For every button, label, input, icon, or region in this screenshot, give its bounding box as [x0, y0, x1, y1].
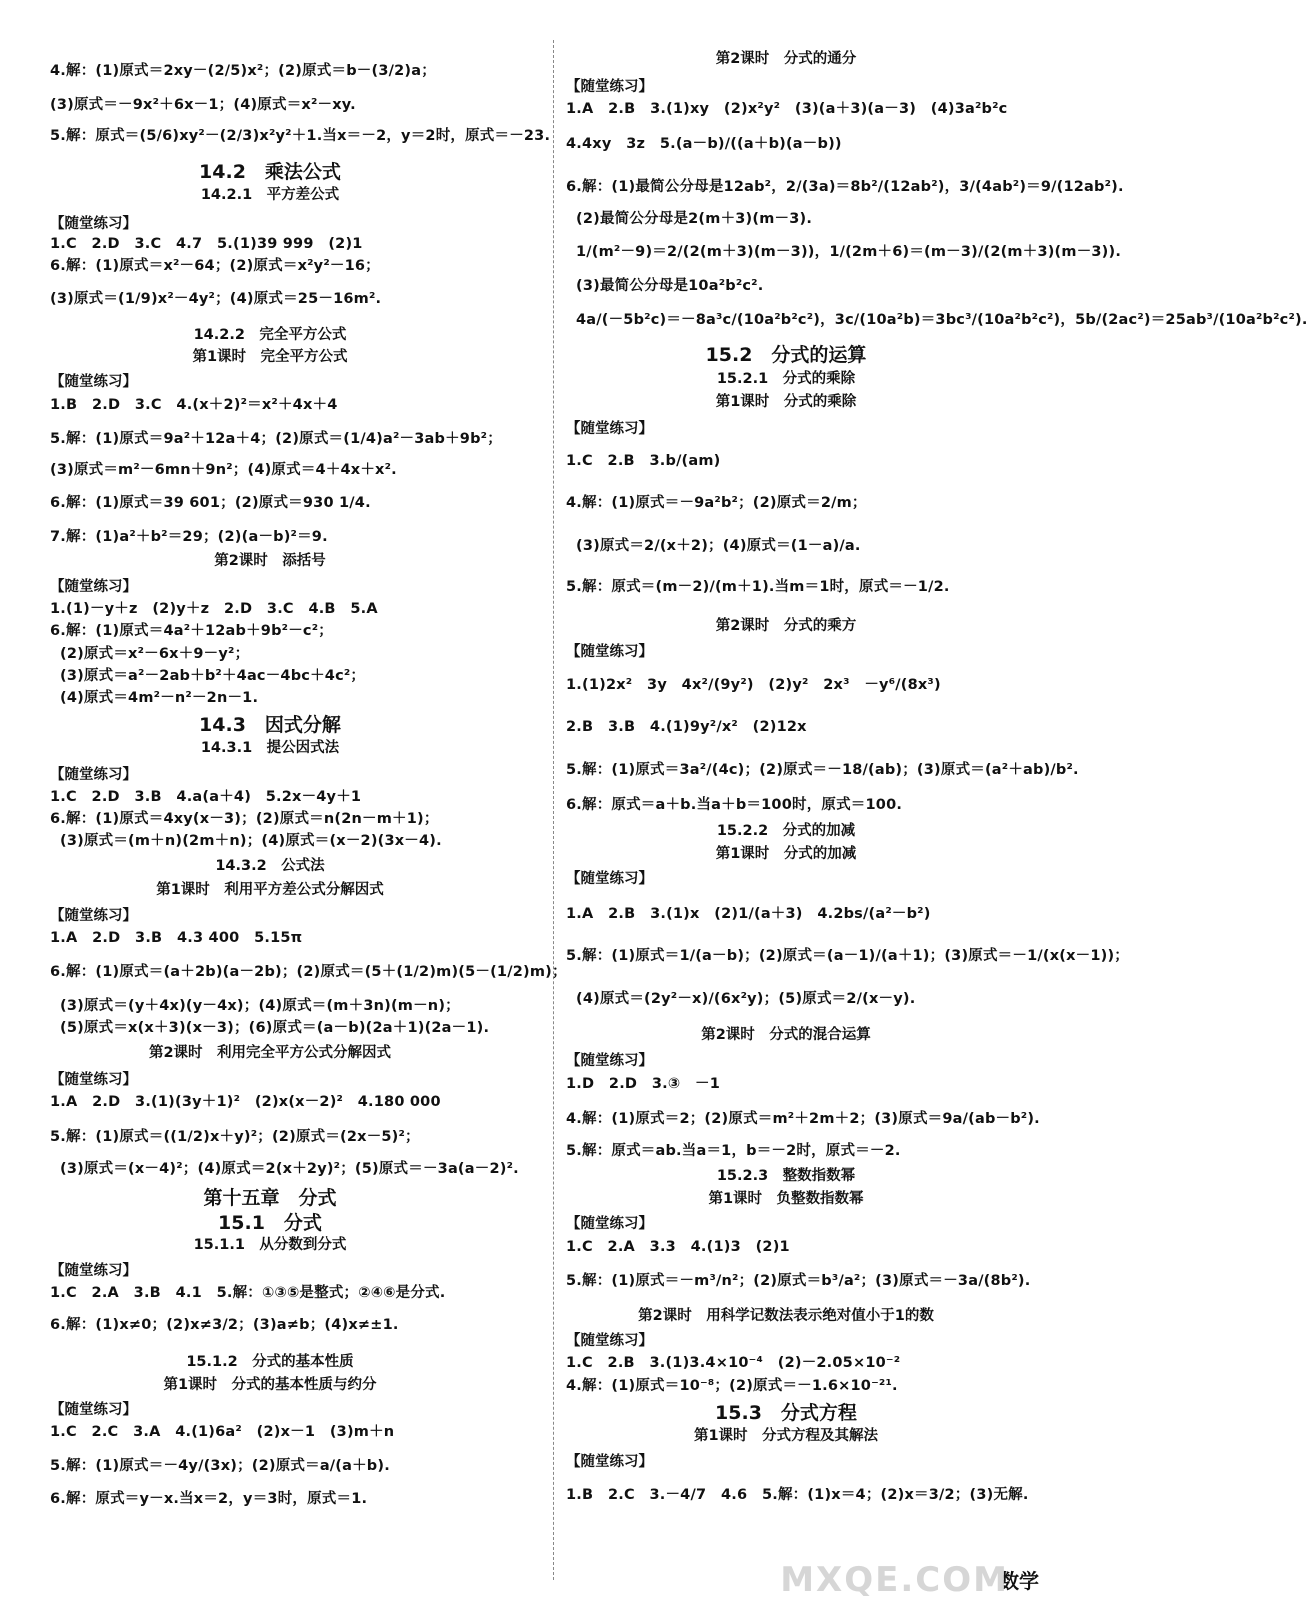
column-divider	[553, 40, 554, 1580]
answer-line: 6.解：原式＝a＋b.当a＋b＝100时，原式＝100.	[566, 797, 903, 813]
answer-line: 1.C 2.D 3.B 4.a(a＋4) 5.2x－4y＋1	[50, 789, 362, 805]
watermark: MXQE.COM	[780, 1560, 1009, 1600]
lesson-heading: 第2课时 分式的混合运算	[701, 1027, 871, 1043]
answer-line: 5.解：(1)原式＝1/(a－b)；(2)原式＝(a－1)/(a＋1)；(3)原式＝－1/(x(x－1))；	[566, 948, 1129, 964]
practice-label: 【随堂练习】	[50, 579, 137, 595]
answer-line: 1.C 2.B 3.b/(am)	[566, 453, 721, 469]
answer-line: 4.4xy 3z 5.(a－b)/((a＋b)(a－b))	[566, 136, 842, 152]
section-heading: 15.2 分式的运算	[705, 344, 867, 366]
answer-line: (3)原式＝(x－4)²；(4)原式＝2(x＋2y)²；(5)原式＝－3a(a－2)².	[60, 1161, 519, 1177]
lesson-heading: 第1课时 负整数指数幂	[708, 1191, 864, 1207]
answer-line: (3)原式＝(1/9)x²－4y²；(4)原式＝25－16m².	[50, 291, 382, 307]
answer-line: 1.A 2.B 3.(1)xy (2)x²y² (3)(a＋3)(a－3) (4)3a²b²c	[566, 101, 1008, 117]
answer-line: 6.解：(1)原式＝(a＋2b)(a－2b)；(2)原式＝(5＋(1/2)m)(5－(1/2)m)；	[50, 964, 567, 980]
section-heading: 14.3 因式分解	[199, 714, 341, 736]
answer-line: 6.解：(1)原式＝39 601；(2)原式＝930 1/4.	[50, 495, 371, 511]
practice-label: 【随堂练习】	[50, 908, 137, 924]
lesson-heading: 第1课时 分式的加减	[715, 846, 857, 862]
practice-label: 【随堂练习】	[50, 216, 137, 232]
answer-line: (4)原式＝(2y²－x)/(6x²y)；(5)原式＝2/(x－y).	[576, 991, 916, 1007]
practice-label: 【随堂练习】	[50, 1263, 137, 1279]
practice-label: 【随堂练习】	[566, 644, 653, 660]
answer-line: 1.C 2.A 3.B 4.1 5.解：①③⑤是整式；②④⑥是分式.	[50, 1285, 446, 1301]
practice-label: 【随堂练习】	[566, 79, 653, 95]
answer-line: (4)原式＝4m²－n²－2n－1.	[60, 690, 259, 706]
answer-line: 1.A 2.B 3.(1)x (2)1/(a＋3) 4.2bs/(a²－b²)	[566, 906, 931, 922]
lesson-heading: 第1课时 分式的基本性质与约分	[163, 1377, 377, 1393]
lesson-heading: 第2课时 分式的乘方	[715, 618, 857, 634]
practice-label: 【随堂练习】	[566, 1454, 653, 1470]
section-heading: 15.3 分式方程	[715, 1402, 857, 1424]
practice-label: 【随堂练习】	[566, 1216, 653, 1232]
practice-label: 【随堂练习】	[50, 1072, 137, 1088]
practice-label: 【随堂练习】	[50, 374, 137, 390]
answer-line: 1.C 2.C 3.A 4.(1)6a² (2)x－1 (3)m＋n	[50, 1424, 395, 1440]
answer-line: 5.解：(1)原式＝3a²/(4c)；(2)原式＝－18/(ab)；(3)原式＝(a²＋ab)/b².	[566, 762, 1079, 778]
subsection-heading: 15.2.3 整数指数幂	[716, 1168, 856, 1184]
practice-label: 【随堂练习】	[50, 767, 137, 783]
answer-line: 4a/(－5b²c)＝－8a³c/(10a²b²c²)，3c/(10a²b)＝3bc³/(10a²b²c²)，5b/(2ac²)＝25ab³/(10a²b²c²).	[576, 312, 1308, 328]
answer-line: (3)原式＝(y＋4x)(y－4x)；(4)原式＝(m＋3n)(m－n)；	[60, 998, 460, 1014]
answer-line: 6.解：原式＝y－x.当x＝2，y＝3时，原式＝1.	[50, 1491, 368, 1507]
answer-line: 1.C 2.D 3.C 4.7 5.(1)39 999 (2)1	[50, 236, 363, 252]
lesson-heading: 第1课时 完全平方公式	[192, 349, 348, 365]
lesson-heading: 第1课时 分式方程及其解法	[693, 1428, 879, 1444]
subsection-heading: 14.3.2 公式法	[215, 858, 325, 874]
answer-line: 6.解：(1)最简公分母是12ab²，2/(3a)＝8b²/(12ab²)，3/(4ab²)＝9/(12ab²).	[566, 179, 1124, 195]
answer-line: (2)最简公分母是2(m＋3)(m－3).	[576, 211, 813, 227]
practice-label: 【随堂练习】	[566, 871, 653, 887]
answer-line: 5.解：(1)原式＝－m³/n²；(2)原式＝b³/a²；(3)原式＝－3a/(8b²).	[566, 1273, 1031, 1289]
answer-line: (3)原式＝(m＋n)(2m＋n)；(4)原式＝(x－2)(3x－4).	[60, 833, 442, 849]
answer-line: 1.C 2.B 3.(1)3.4×10⁻⁴ (2)－2.05×10⁻²	[566, 1355, 901, 1371]
subsection-heading: 15.2.2 分式的加减	[716, 823, 856, 839]
answer-line: 2.B 3.B 4.(1)9y²/x² (2)12x	[566, 719, 807, 735]
answer-line: 6.解：(1)原式＝4xy(x－3)；(2)原式＝n(2n－m＋1)；	[50, 811, 439, 827]
answer-line: 7.解：(1)a²＋b²＝29；(2)(a－b)²＝9.	[50, 529, 328, 545]
lesson-heading: 第2课时 分式的通分	[715, 51, 857, 67]
answer-line: 1.C 2.A 3.3 4.(1)3 (2)1	[566, 1239, 790, 1255]
answer-line: (2)原式＝x²－6x＋9－y²；	[60, 646, 250, 662]
practice-label: 【随堂练习】	[566, 1333, 653, 1349]
lesson-heading: 第2课时 用科学记数法表示绝对值小于1的数	[638, 1308, 934, 1324]
answer-line: 5.解：(1)原式＝－4y/(3x)；(2)原式＝a/(a＋b).	[50, 1458, 390, 1474]
practice-label: 【随堂练习】	[566, 1053, 653, 1069]
answer-line: 1.A 2.D 3.(1)(3y＋1)² (2)x(x－2)² 4.180 000	[50, 1094, 441, 1110]
section-heading: 14.2 乘法公式	[199, 161, 341, 183]
subsection-heading: 14.3.1 提公因式法	[200, 740, 340, 756]
answer-line: (3)最简公分母是10a²b²c².	[576, 278, 764, 294]
answer-line: (3)原式＝a²－2ab＋b²＋4ac－4bc＋4c²；	[60, 668, 366, 684]
answer-line: 4.解：(1)原式＝10⁻⁸；(2)原式＝－1.6×10⁻²¹.	[566, 1378, 898, 1394]
answer-line: 5.解：(1)原式＝((1/2)x＋y)²；(2)原式＝(2x－5)²；	[50, 1129, 420, 1145]
answer-line: 1.(1)2x² 3y 4x²/(9y²) (2)y² 2x³ －y⁶/(8x³)	[566, 677, 941, 693]
lesson-heading: 第1课时 利用平方差公式分解因式	[156, 882, 384, 898]
answer-line: 5.解：原式＝(m－2)/(m＋1).当m＝1时，原式＝－1/2.	[566, 579, 950, 595]
section-heading: 15.1 分式	[218, 1212, 322, 1234]
answer-line: 1.B 2.D 3.C 4.(x＋2)²＝x²＋4x＋4	[50, 397, 338, 413]
answer-line: (3)原式＝2/(x＋2)；(4)原式＝(1－a)/a.	[576, 538, 861, 554]
answer-line: 6.解：(1)原式＝4a²＋12ab＋9b²－c²；	[50, 623, 333, 639]
subsection-heading: 14.2.1 平方差公式	[200, 187, 340, 203]
answer-line: 1.(1)－y＋z (2)y＋z 2.D 3.C 4.B 5.A	[50, 601, 378, 617]
answer-line: 4.解：(1)原式＝－9a²b²；(2)原式＝2/m；	[566, 495, 867, 511]
answer-line: 5.解：原式＝ab.当a＝1，b＝－2时，原式＝－2.	[566, 1143, 901, 1159]
subsection-heading: 14.2.2 完全平方公式	[193, 327, 347, 343]
page-footer-subject: 数学	[999, 1569, 1039, 1593]
answer-line: 1.D 2.D 3.③ －1	[566, 1076, 721, 1092]
subsection-heading: 15.2.1 分式的乘除	[716, 371, 856, 387]
subsection-heading: 15.1.2 分式的基本性质	[186, 1354, 354, 1370]
practice-label: 【随堂练习】	[566, 421, 653, 437]
lesson-heading: 第2课时 添括号	[214, 553, 326, 569]
answer-line: 6.解：(1)x≠0；(2)x≠3/2；(3)a≠b；(4)x≠±1.	[50, 1317, 399, 1333]
subsection-heading: 15.1.1 从分数到分式	[193, 1237, 347, 1253]
answer-line: (3)原式＝－9x²＋6x－1；(4)原式＝x²－xy.	[50, 97, 356, 113]
answer-line: (3)原式＝m²－6mn＋9n²；(4)原式＝4＋4x＋x².	[50, 462, 397, 478]
practice-label: 【随堂练习】	[50, 1402, 137, 1418]
lesson-heading: 第2课时 利用完全平方公式分解因式	[148, 1045, 392, 1061]
lesson-heading: 第1课时 分式的乘除	[715, 394, 857, 410]
answer-line: 4.解：(1)原式＝2；(2)原式＝m²＋2m＋2；(3)原式＝9a/(ab－b²).	[566, 1111, 1040, 1127]
answer-line: 6.解：(1)原式＝x²－64；(2)原式＝x²y²－16；	[50, 258, 380, 274]
answer-line: 5.解：原式＝(5/6)xy²－(2/3)x²y²＋1.当x＝－2，y＝2时，原式＝－23.	[50, 128, 551, 144]
answer-line: 1.B 2.C 3.－4/7 4.6 5.解：(1)x＝4；(2)x＝3/2；(3)无解.	[566, 1487, 1029, 1503]
answer-line: (5)原式＝x(x＋3)(x－3)；(6)原式＝(a－b)(2a＋1)(2a－1).	[60, 1020, 490, 1036]
section-heading: 第十五章 分式	[203, 1187, 337, 1209]
answer-line: 4.解：(1)原式＝2xy－(2/5)x²；(2)原式＝b－(3/2)a；	[50, 63, 436, 79]
answer-line: 1.A 2.D 3.B 4.3 400 5.15π	[50, 930, 303, 946]
answer-line: 1/(m²－9)＝2/(2(m＋3)(m－3))，1/(2m＋6)＝(m－3)/(2(m＋3)(m－3)).	[576, 244, 1122, 260]
answer-line: 5.解：(1)原式＝9a²＋12a＋4；(2)原式＝(1/4)a²－3ab＋9b²；	[50, 431, 502, 447]
